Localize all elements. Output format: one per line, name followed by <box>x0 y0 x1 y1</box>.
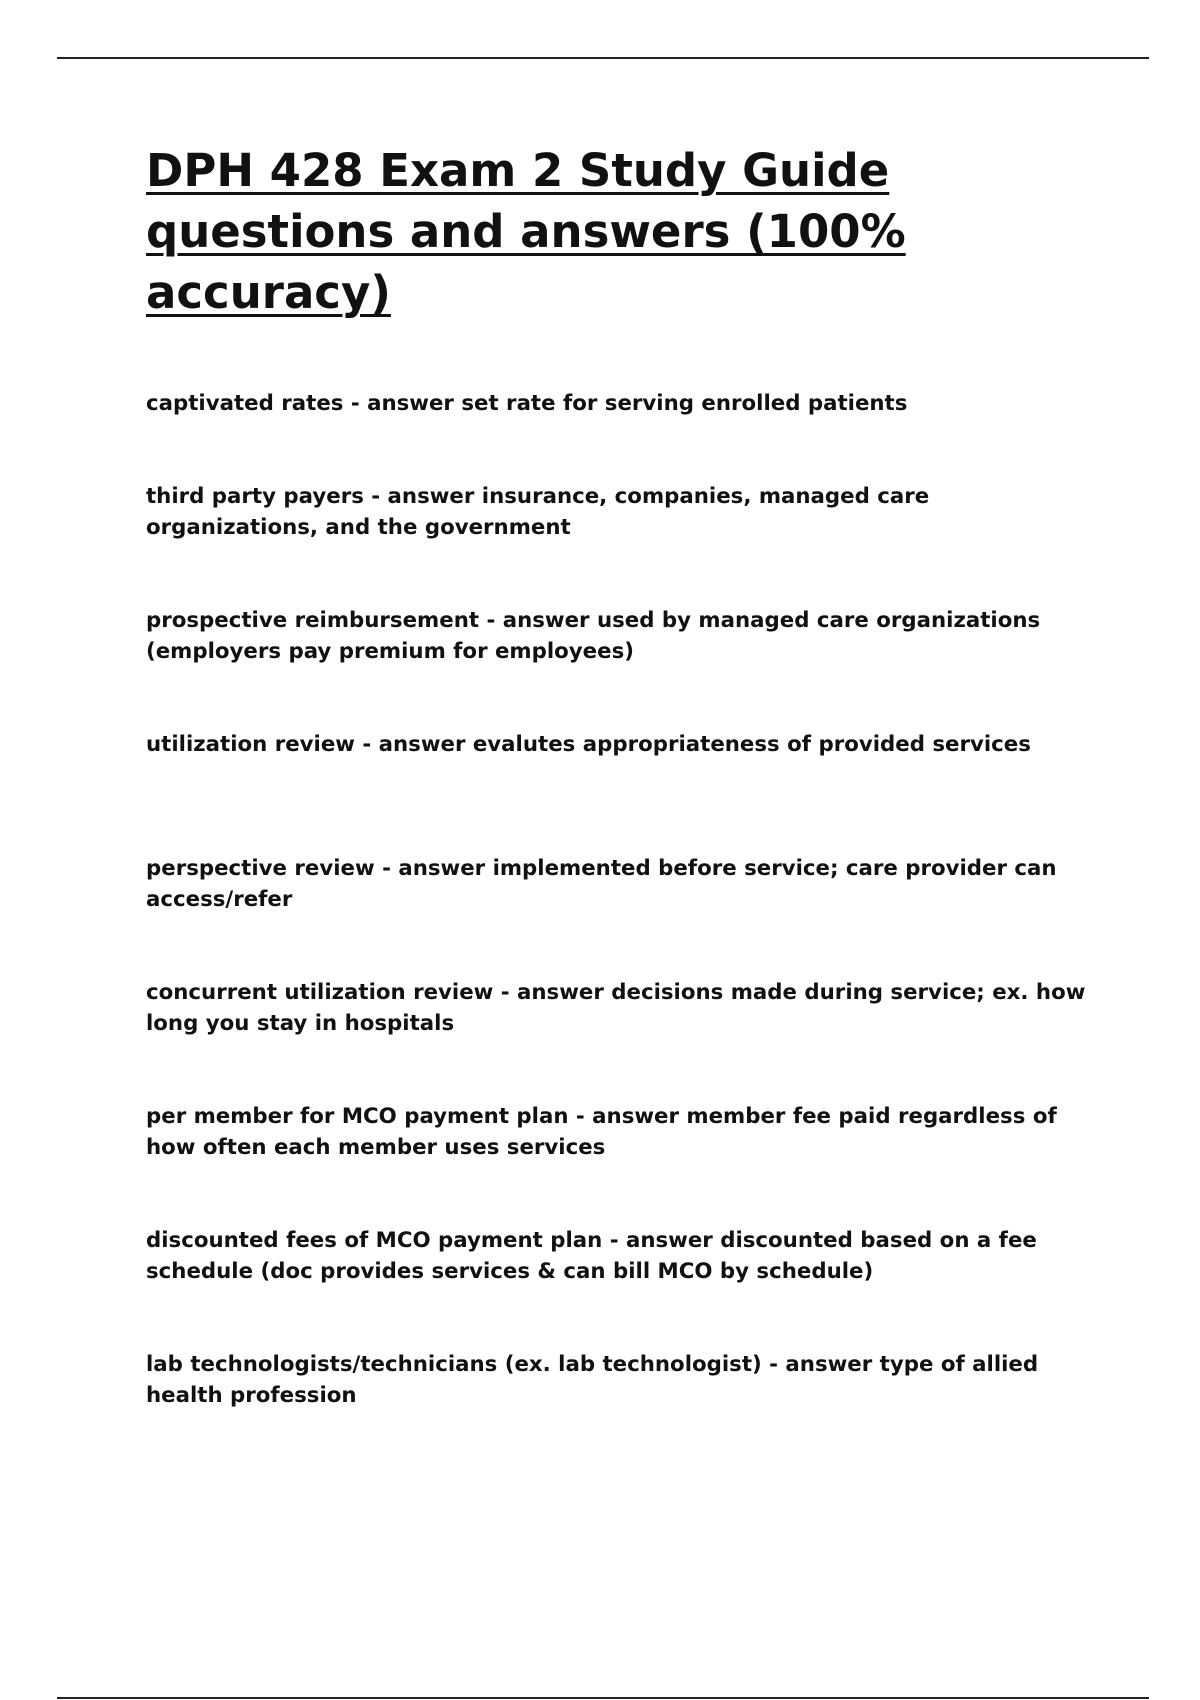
qa-item: lab technologists/technicians (ex. lab technologist) - answer type of allied health profession <box>146 1352 1039 1408</box>
qa-item: perspective review - answer implemented before service; care provider can access/refer <box>146 856 1057 912</box>
bottom-divider <box>57 1697 1149 1699</box>
qa-item: discounted fees of MCO payment plan - answer discounted based on a fee schedule (doc provides services & can bill MCO by schedule) <box>146 1228 1037 1284</box>
qa-item: concurrent utilization review - answer decisions made during service; ex. how long you stay in hospitals <box>146 980 1086 1036</box>
qa-item: utilization review - answer evalutes appropriateness of provided services <box>146 732 1031 757</box>
document-title: DPH 428 Exam 2 Study Guide questions and answers (100% accuracy) <box>146 144 906 319</box>
qa-item: per member for MCO payment plan - answer member fee paid regardless of how often each member uses services <box>146 1104 1057 1160</box>
qa-item: third party payers - answer insurance, companies, managed care organizations, and the government <box>146 484 930 540</box>
qa-item: prospective reimbursement - answer used by managed care organizations (employers pay premium for employees) <box>146 608 1041 664</box>
qa-list <box>146 388 1096 1473</box>
top-divider <box>57 57 1149 59</box>
qa-item: captivated rates - answer set rate for serving enrolled patients <box>146 391 908 416</box>
